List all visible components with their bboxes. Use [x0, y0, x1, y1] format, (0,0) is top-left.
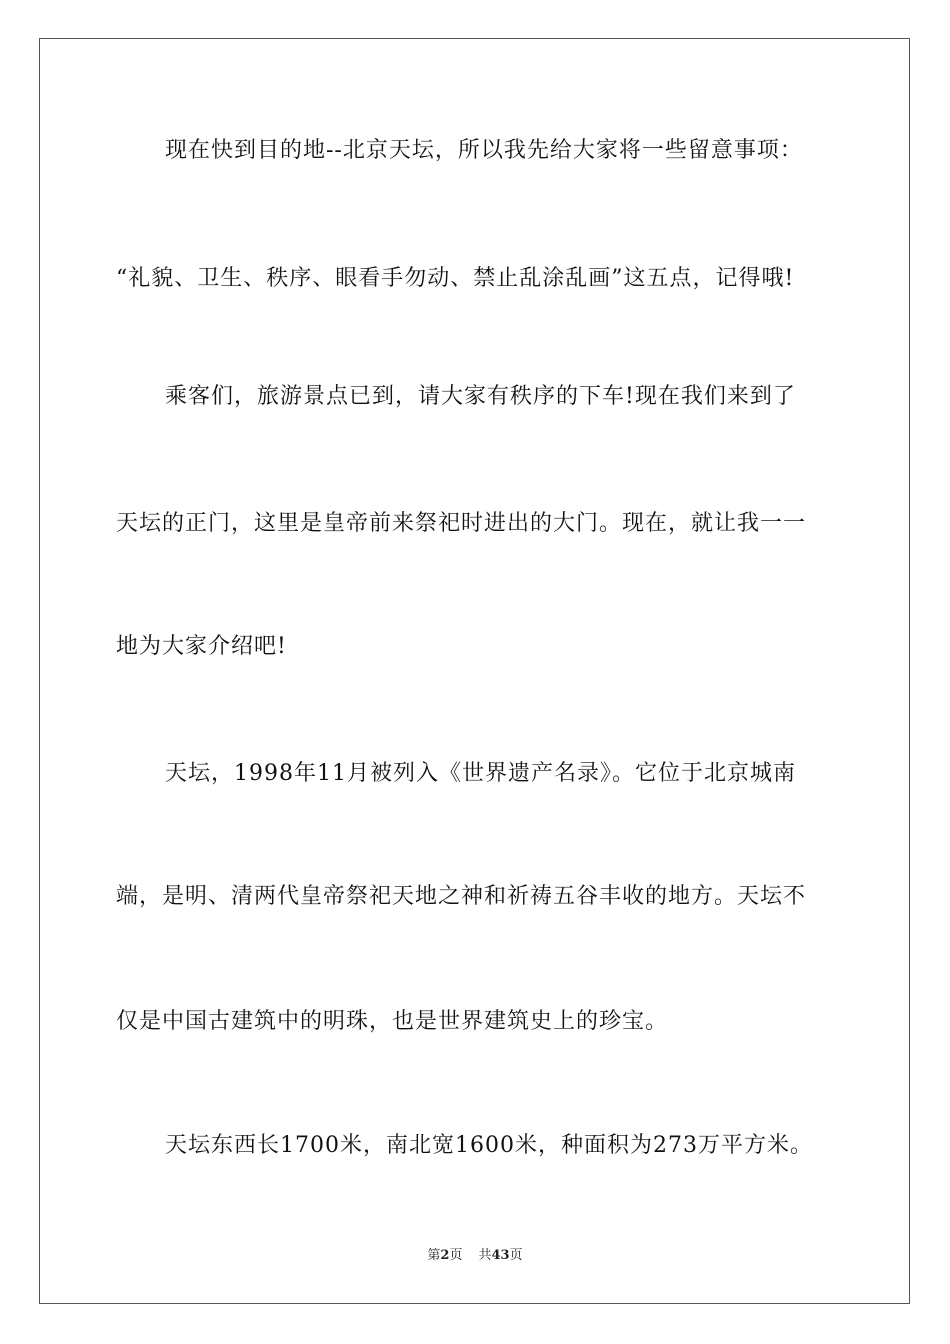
paragraph-line: 端，是明、清两代皇帝祭祀天地之神和祈祷五谷丰收的地方。天坛不	[116, 884, 807, 909]
total-label-suffix: 页	[509, 1248, 523, 1263]
paragraph-line: 天坛，1998年11月被列入《世界遗产名录》。它位于北京城南	[165, 761, 796, 786]
page-number: 2	[440, 1248, 450, 1263]
page-label-prefix: 第	[427, 1248, 441, 1263]
page-label-suffix: 页	[449, 1248, 463, 1263]
page-border	[39, 38, 910, 1304]
paragraph-line: 地为大家介绍吧!	[116, 634, 287, 659]
paragraph-line: 仅是中国古建筑中的明珠，也是世界建筑史上的珍宝。	[116, 1009, 669, 1034]
paragraph-line: 天坛的正门，这里是皇帝前来祭祀时进出的大门。现在，就让我一一	[116, 511, 807, 536]
total-pages: 43	[491, 1248, 510, 1263]
total-label-prefix: 共	[478, 1248, 492, 1263]
paragraph-line: “礼貌、卫生、秩序、眼看手勿动、禁止乱涂乱画”这五点，记得哦!	[116, 266, 795, 291]
paragraph-line: 乘客们，旅游景点已到，请大家有秩序的下车!现在我们来到了	[165, 384, 796, 409]
paragraph-line: 天坛东西长1700米，南北宽1600米，种面积为273万平方米。	[165, 1133, 813, 1158]
page-footer	[0, 1247, 950, 1265]
paragraph-line: 现在快到目的地--北京天坛，所以我先给大家将一些留意事项：	[165, 138, 803, 163]
